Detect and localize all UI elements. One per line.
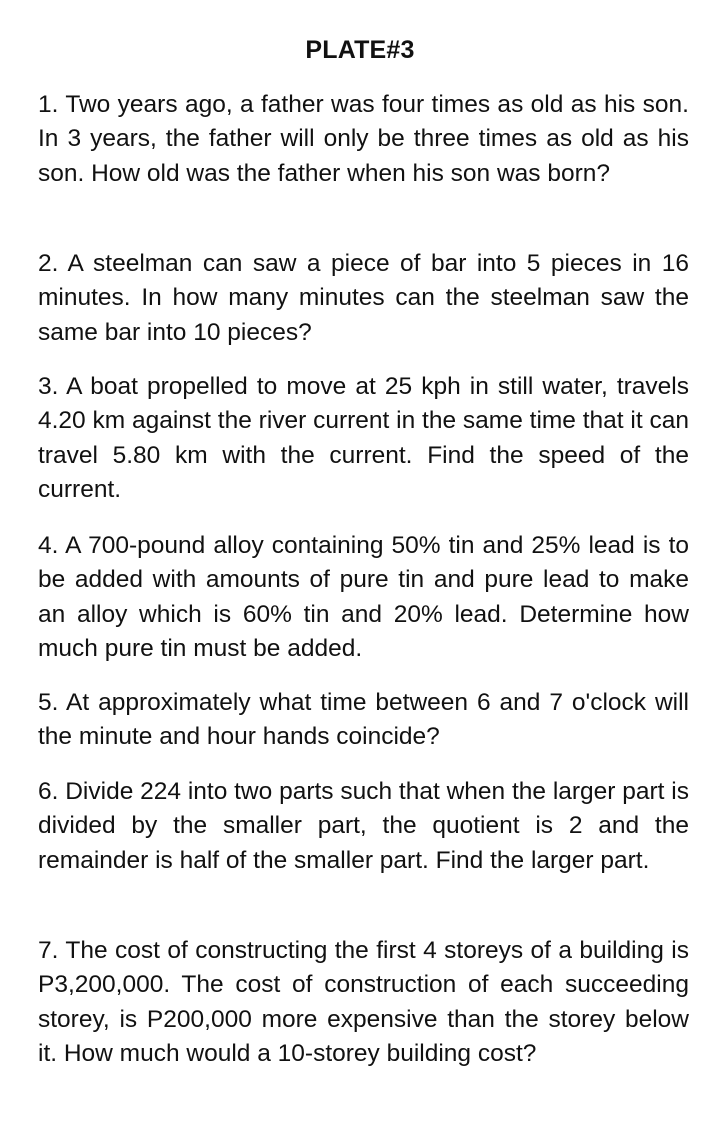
problem-2: 2. A steelman can saw a piece of bar into 5 pieces in 16 minutes. In how many minutes can the steelman saw the same bar into 10 pieces? <box>38 250 689 346</box>
page-title: PLATE#3 <box>305 36 415 64</box>
problem-6: 6. Divide 224 into two parts such that when the larger part is divided by the smaller part, the quotient is 2 and the remainder is half of the smaller part. Find the larger part. <box>38 778 689 874</box>
problem-7: 7. The cost of constructing the first 4 storeys of a building is P3,200,000. The cost of construction of each succeeding storey, is P200,000 more expensive than the storey below it. How much would a 10-storey building cost? <box>38 937 689 1067</box>
problem-5: 5. At approximately what time between 6 and 7 o'clock will the minute and hour hands coincide? <box>38 689 689 751</box>
problem-1: 1. Two years ago, a father was four times as old as his son. In 3 years, the father will only be three times as old as his son. How old was the father when his son was born? <box>38 91 689 187</box>
problem-4: 4. A 700-pound alloy containing 50% tin and 25% lead is to be added with amounts of pure tin and pure lead to make an alloy which is 60% tin and 20% lead. Determine how much pure tin must be added. <box>38 532 689 662</box>
problem-3: 3. A boat propelled to move at 25 kph in still water, travels 4.20 km against the river current in the same time that it can travel 5.80 km with the current. Find the speed of the current. <box>38 373 689 503</box>
